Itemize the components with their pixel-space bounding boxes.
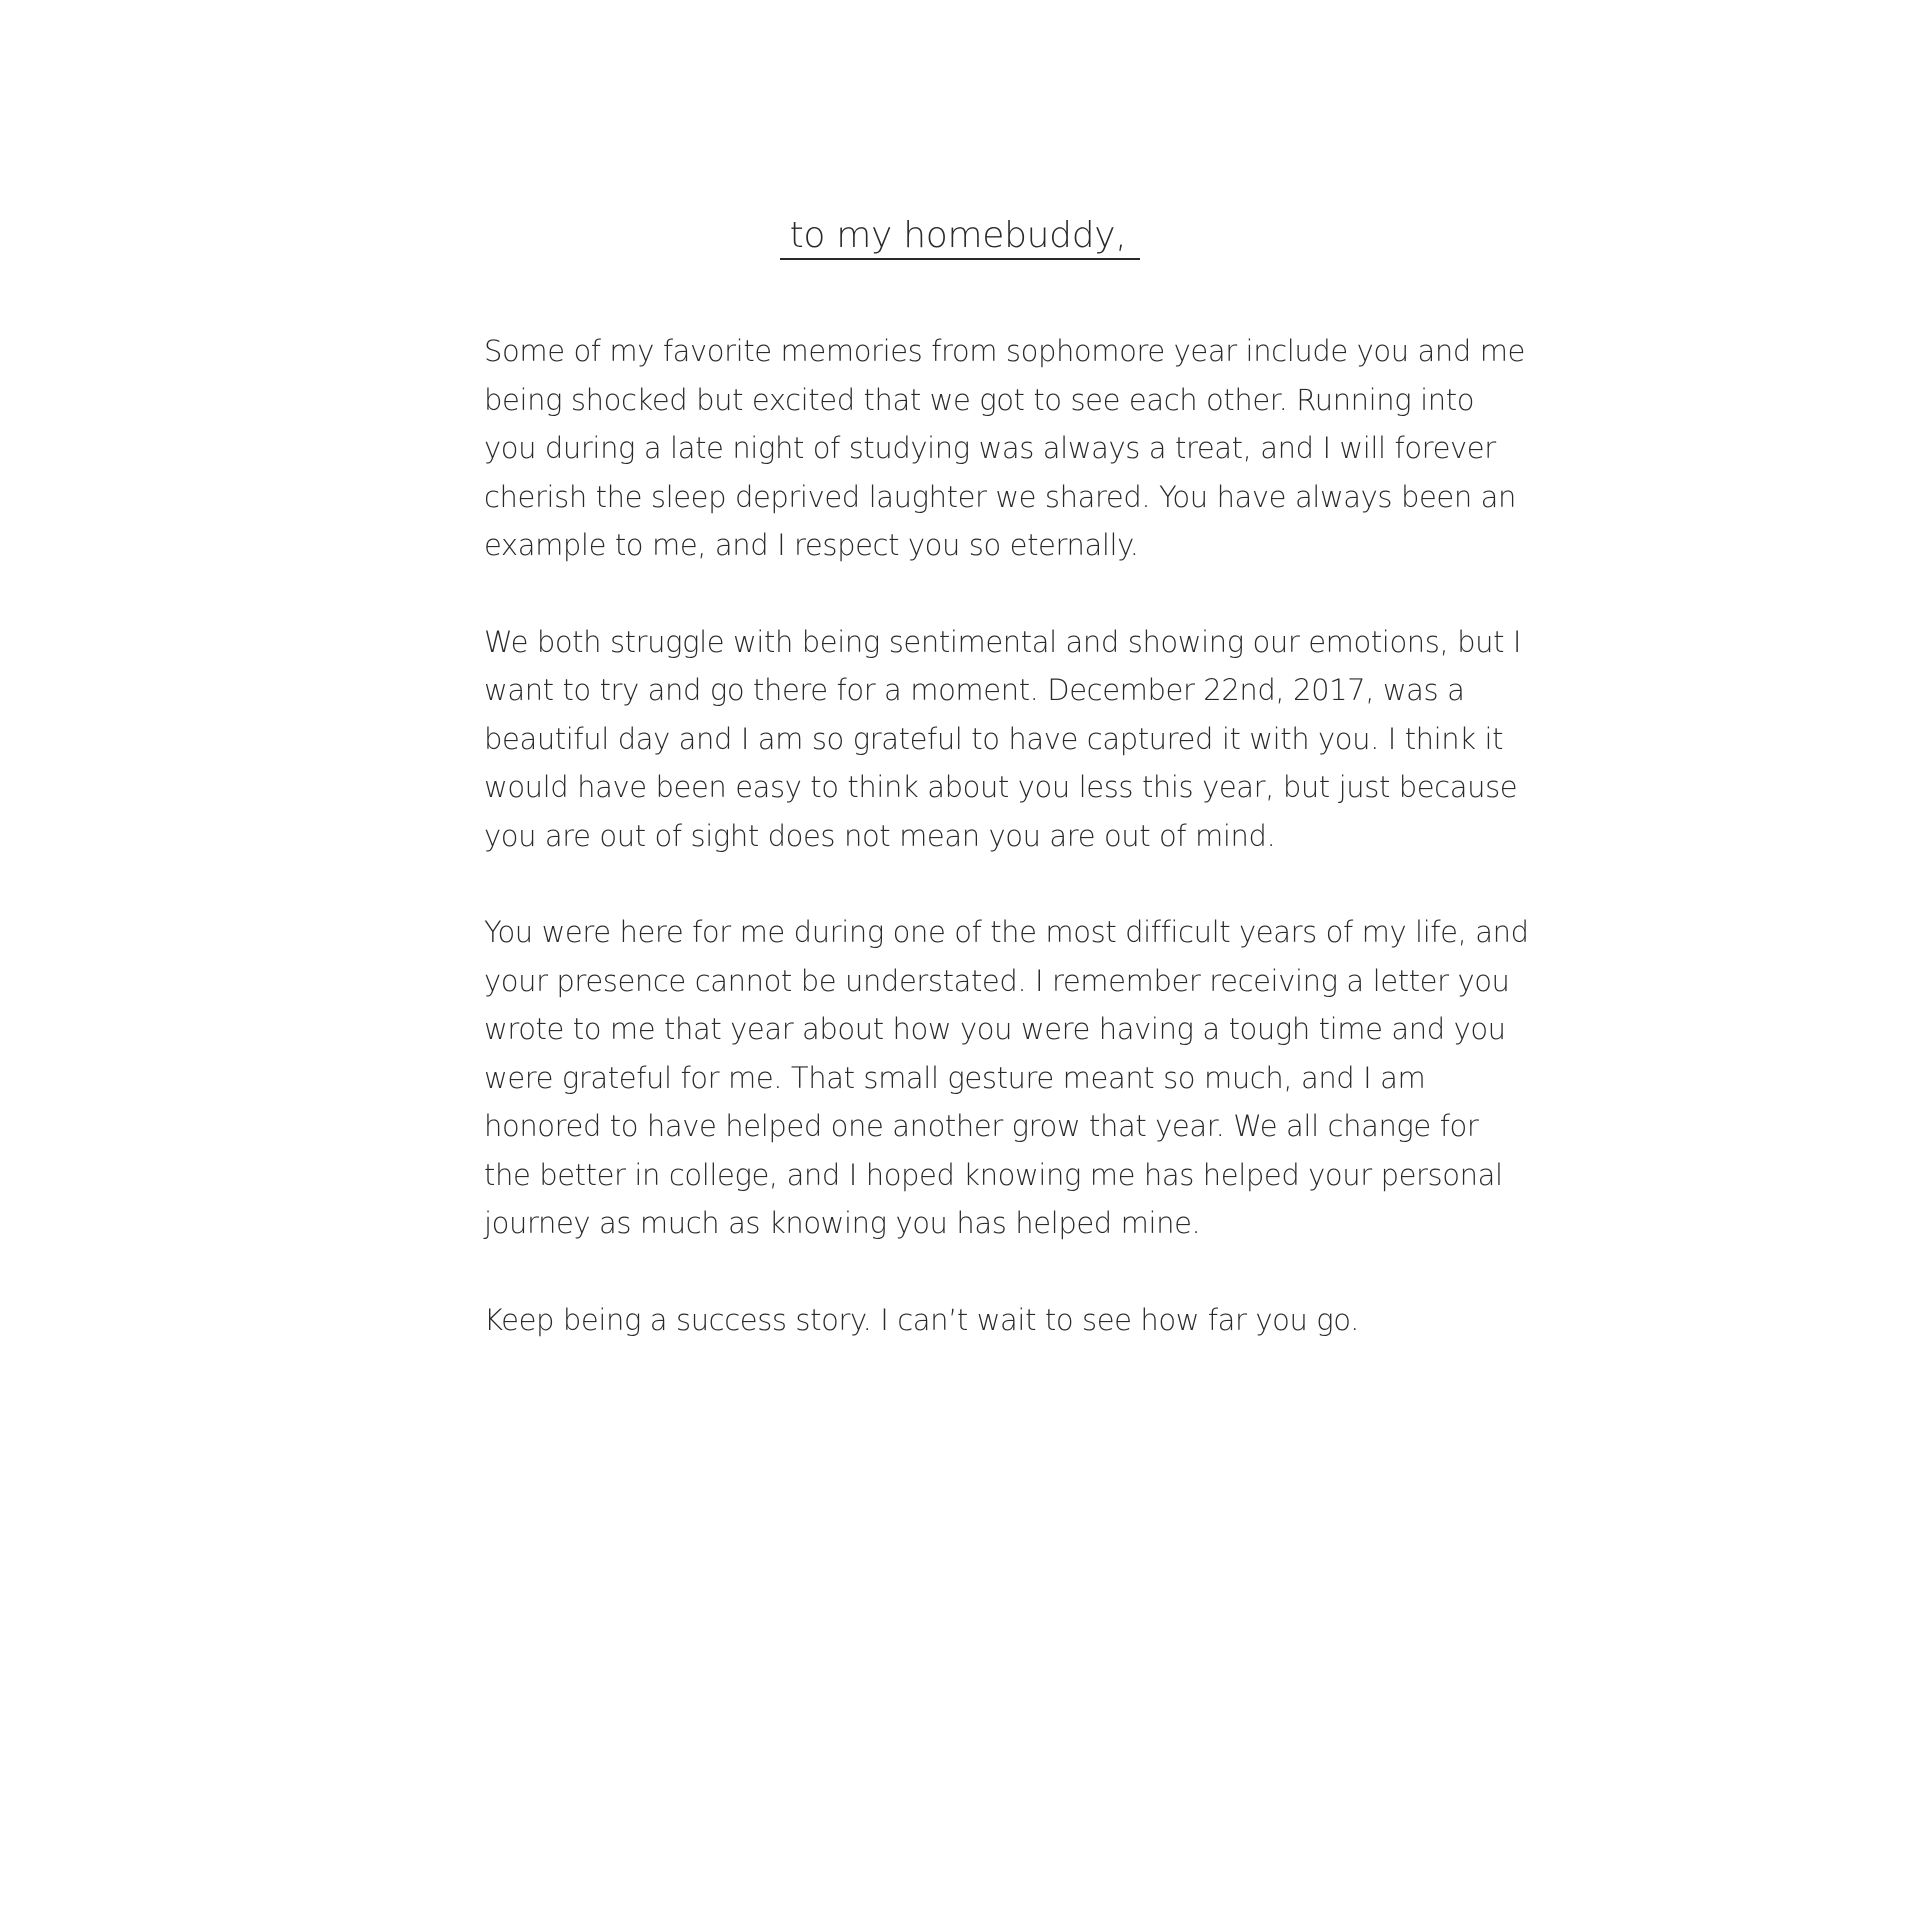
paragraph-line: your presence cannot be understated. I remember receiving a letter you	[484, 963, 1510, 998]
paragraph-line: honored to have helped one another grow that year. We all change for	[484, 1109, 1479, 1143]
paragraph-2	[484, 618, 1522, 861]
paragraph-line: were grateful for me. That small gesture meant so much, and I am	[484, 1060, 1426, 1095]
paragraph-line: We both struggle with being sentimental and showing our emotions, but I	[484, 624, 1522, 659]
paragraph-line: example to me, and I respect you so eternally.	[484, 528, 1139, 562]
paragraph-line: want to try and go there for a moment. December 22nd, 2017, was a	[484, 673, 1465, 707]
paragraph-line: would have been easy to think about you less this year, but just because	[484, 770, 1518, 804]
paragraph-line: cherish the sleep deprived laughter we shared. You have always been an	[484, 479, 1516, 514]
paragraph-1	[484, 327, 1525, 570]
paragraph-line: journey as much as knowing you has helped mine.	[484, 1206, 1201, 1240]
letter-body	[484, 327, 1529, 1392]
paragraph-line: being shocked but excited that we got to see each other. Running into	[484, 382, 1475, 417]
paragraph-line: beautiful day and I am so grateful to have captured it with you. I think it	[484, 721, 1504, 756]
paragraph-3	[484, 908, 1529, 1248]
paragraph-line: the better in college, and I hoped knowing me has helped your personal	[484, 1157, 1503, 1192]
paragraph-line: you during a late night of studying was always a treat, and I will forever	[484, 431, 1496, 465]
paragraph-line: Keep being a success story. I can’t wait to see how far you go.	[484, 1302, 1359, 1337]
paragraph-line: you are out of sight does not mean you are out of mind.	[484, 818, 1276, 853]
salutation-text: to my homebuddy,	[780, 214, 1141, 260]
letter-salutation	[0, 212, 1920, 260]
paragraph-line: Some of my favorite memories from sophomore year include you and me	[484, 334, 1525, 368]
paragraph-4	[484, 1296, 1484, 1345]
paragraph-line: You were here for me during one of the most difficult years of my life, and	[484, 915, 1529, 949]
paragraph-line: wrote to me that year about how you were having a tough time and you	[484, 1012, 1506, 1046]
